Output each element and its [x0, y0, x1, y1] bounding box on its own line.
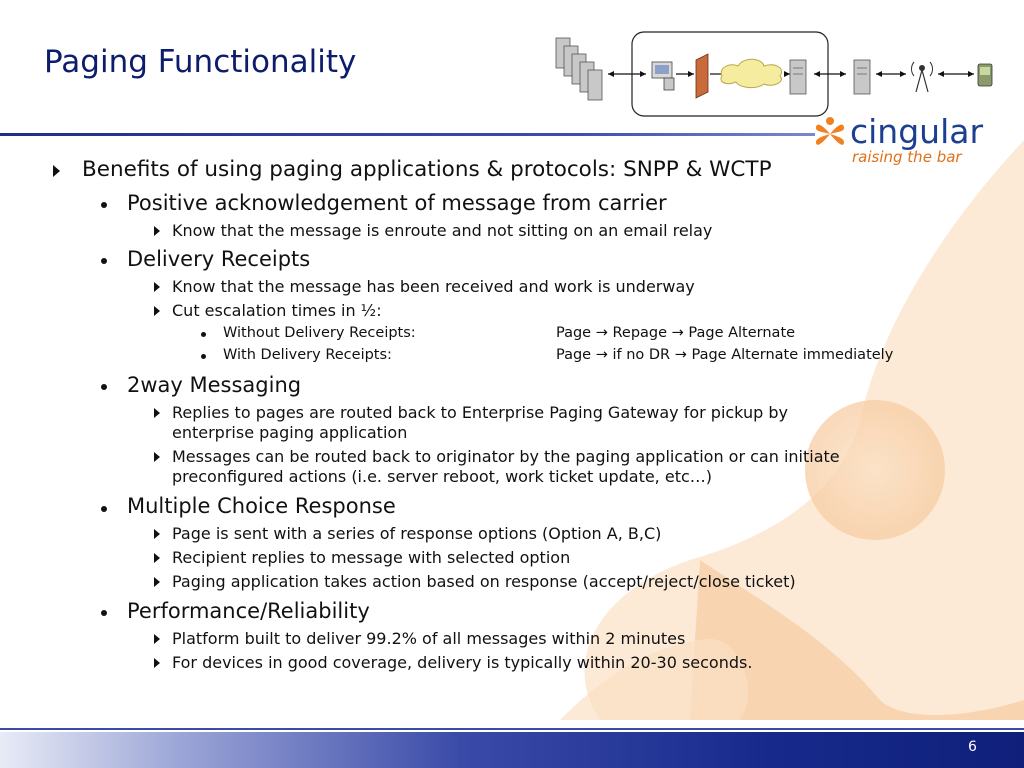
bullet-level2: Delivery Receipts — [127, 247, 311, 271]
bullet-level2: Positive acknowledgement of message from carrier — [127, 191, 667, 215]
bullet-level3: Messages can be routed back to originator by the paging application or can initiate — [172, 447, 840, 466]
footer-bar — [0, 732, 1024, 768]
bullet-level4-value: Page → if no DR → Page Alternate immediately — [556, 347, 894, 363]
bullet-triangle-icon — [154, 408, 160, 418]
bullet-dot-icon — [201, 332, 206, 337]
bullet-level2: Performance/Reliability — [127, 599, 370, 623]
bullet-level4-label: With Delivery Receipts: — [223, 347, 392, 363]
footer-divider — [0, 728, 1024, 730]
bullet-level4-value: Page → Repage → Page Alternate — [556, 325, 796, 341]
bullet-level3: Cut escalation times in ½: — [172, 301, 382, 320]
logo-wordmark: cingular — [850, 112, 984, 151]
bullet-dot-icon — [101, 610, 107, 616]
bullet-triangle-icon — [154, 577, 160, 587]
bullet-triangle-icon — [154, 306, 160, 316]
bullet-level1: Benefits of using paging applications & protocols: SNPP & WCTP — [82, 157, 772, 182]
bullet-level3: Recipient replies to message with selected option — [172, 548, 571, 567]
bullet-level3: Page is sent with a series of response options (Option A, B,C) — [172, 524, 662, 543]
bullet-dot-icon — [101, 202, 107, 208]
page-title: Paging Functionality — [44, 44, 357, 80]
bullet-triangle-icon — [154, 634, 160, 644]
bullet-level3: Replies to pages are routed back to Enterprise Paging Gateway for pickup by — [172, 403, 788, 422]
bullet-triangle-icon — [154, 452, 160, 462]
bullet-level3: Know that the message has been received and work is underway — [172, 277, 695, 296]
bullet-level2: Multiple Choice Response — [127, 494, 396, 518]
page-number: 6 — [968, 739, 977, 755]
bullet-level3-continued: enterprise paging application — [172, 423, 408, 442]
bullet-triangle-icon — [154, 553, 160, 563]
bullet-dot-icon — [101, 258, 107, 264]
bullet-level2: 2way Messaging — [127, 373, 302, 397]
bullet-dot-icon — [101, 506, 107, 512]
bullet-level3: Platform built to deliver 99.2% of all messages within 2 minutes — [172, 629, 686, 648]
bullet-triangle-icon — [154, 226, 160, 236]
bullet-level4-label: Without Delivery Receipts: — [223, 325, 416, 341]
bullet-level3: For devices in good coverage, delivery is typically within 20-30 seconds. — [172, 653, 753, 672]
logo-tagline: raising the bar — [852, 148, 962, 166]
bullet-dot-icon — [101, 384, 107, 390]
bullet-triangle-icon — [53, 165, 60, 177]
bullet-triangle-icon — [154, 529, 160, 539]
bullet-level3-continued: preconfigured actions (i.e. server reboot, work ticket update, etc…) — [172, 467, 713, 486]
bullet-triangle-icon — [154, 282, 160, 292]
bullet-dot-icon — [201, 354, 206, 359]
bullet-level3: Know that the message is enroute and not sitting on an email relay — [172, 221, 713, 240]
bullet-triangle-icon — [154, 658, 160, 668]
bullet-level3: Paging application takes action based on response (accept/reject/close ticket) — [172, 572, 796, 591]
